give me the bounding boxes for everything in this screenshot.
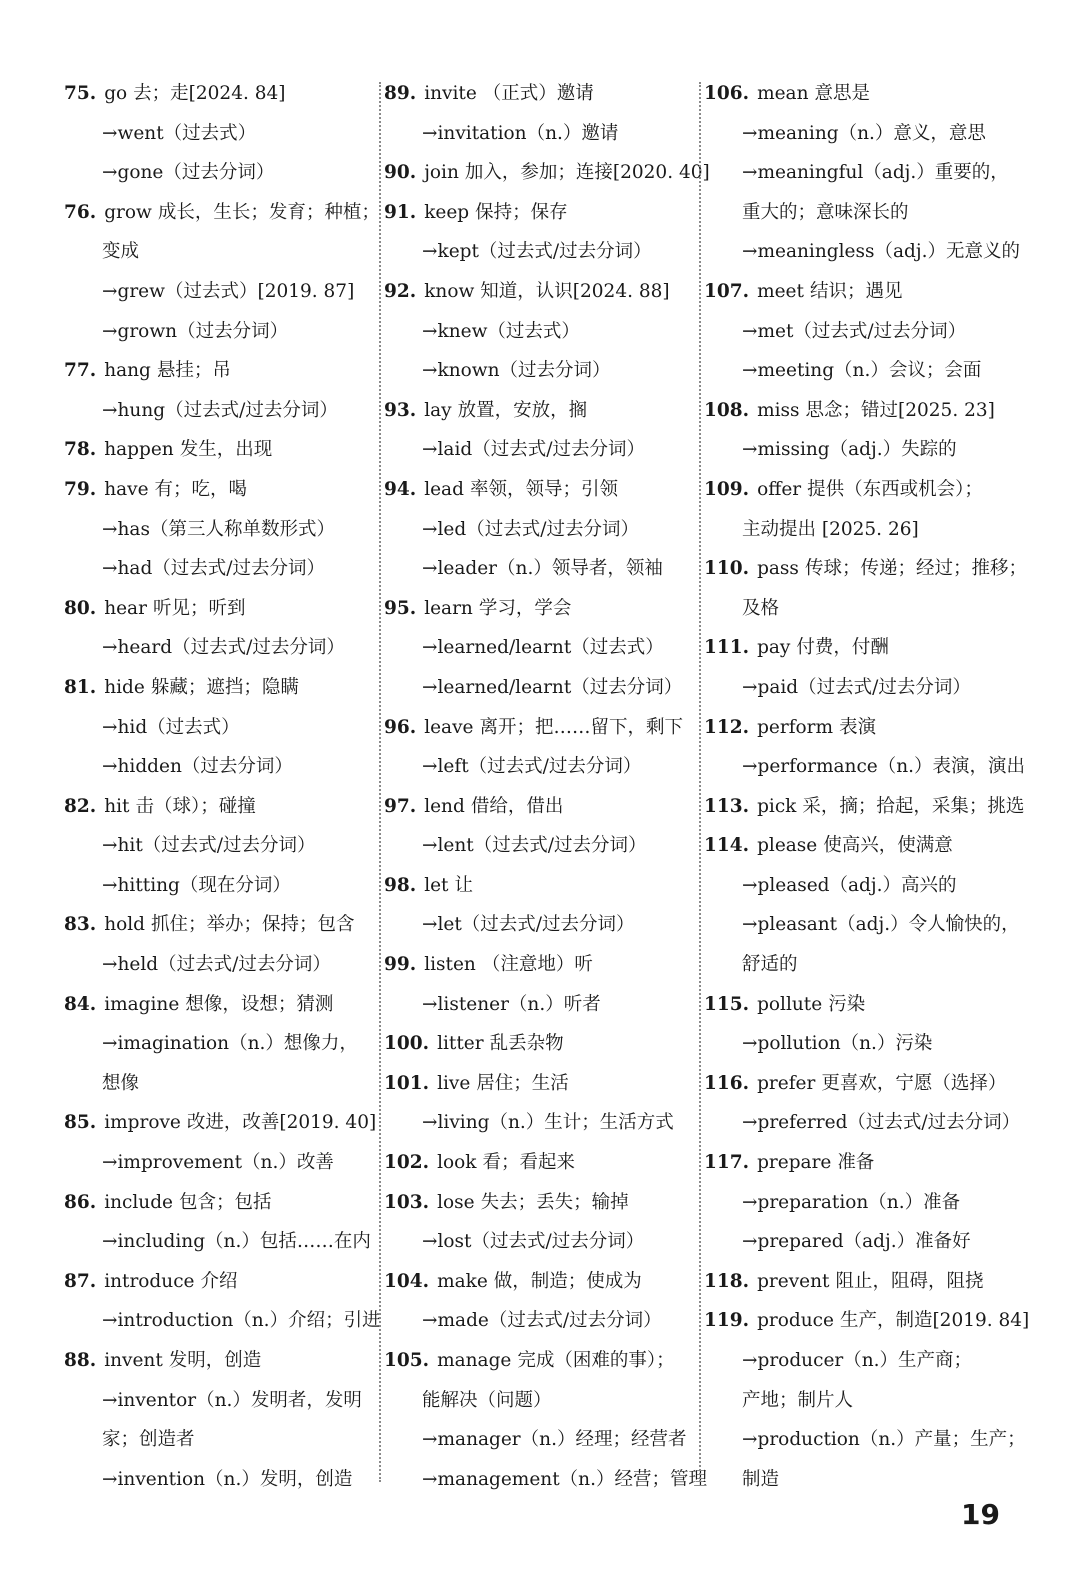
entry-number: 105. [384,1350,430,1371]
entry-word: invent [104,1350,163,1371]
entry-number: 75. [64,83,97,104]
entry-headword-line [64,668,374,708]
entry-definition: 传球；传递；经过；推移； [804,558,1027,580]
entry-number: 111. [704,637,750,659]
entry-headword-line [64,985,374,1025]
entry-definition: 击（球）；碰撞 [135,795,256,817]
entry-headword-line [64,1262,374,1302]
entry-headword-line [704,826,1014,866]
entry-number: 118. [704,1270,750,1292]
entry-headword-line [384,708,684,748]
entry-definition: 抓住；举办；保持；包含 [151,914,355,936]
entry-word: introduce [104,1270,195,1292]
entry-headword-line [384,1183,684,1223]
entry-derivative-line: →heard（过去式/过去分词） [102,637,345,659]
entry-derivative-line: →production（n.）产量；生产； [742,1429,1026,1451]
entry-headword-line [384,1024,684,1064]
entry-headword-line [64,351,374,391]
entry-derivative-line: →learned/learnt（过去分词） [422,676,683,698]
entry-word: prevent [757,1270,830,1292]
entry-word: invite [424,83,477,104]
entry-headword-line [64,905,374,945]
entry-word: go [104,83,128,104]
entry-number: 103. [384,1191,430,1213]
entry-derivative-line: →hitting（现在分词） [102,874,291,896]
entry-number: 95. [384,597,417,619]
entry-definition: 包含；包括 [179,1191,272,1213]
entry-definition: 率领，领导；引领 [469,478,618,500]
entry-definition: 完成（困难的事）； [517,1350,675,1371]
entry-word: know [424,280,475,302]
entry-number: 107. [704,280,750,302]
entry-number: 116. [704,1072,750,1094]
entry-word: hear [104,597,147,619]
entry-derivative-line: →knew（过去式） [422,320,580,342]
entry-derivative-line: →meaningful（adj.）重要的， [742,162,1009,184]
entry-derivative-line: →living（n.）生计；生活方式 [422,1112,674,1134]
entry-word: listen [424,954,476,976]
entry-headword-line [704,708,1014,748]
entry-number: 86. [64,1191,97,1213]
entry-word: prefer [757,1072,816,1094]
entry-headword-line [704,985,1014,1025]
entry-headword-line [64,1103,377,1143]
entry-derivative-line: →prepared（adj.）准备好 [742,1231,971,1253]
entry-derivative-line: →listener（n.）听者 [422,993,601,1015]
entry-word: leave [424,716,474,738]
entry-definition: 居住；生活 [476,1072,569,1094]
entry-headword-line [384,787,684,827]
entry-number: 82. [64,795,97,817]
entry-number: 97. [384,795,417,817]
entry-headword-line [704,787,1025,827]
entry-number: 110. [704,558,750,580]
entry-word: produce [757,1310,834,1332]
entry-word: meet [757,280,804,302]
entry-headword-line [704,272,1014,312]
entry-number: 96. [384,716,417,738]
entry-definition: 使高兴，使满意 [823,835,953,857]
entry-derivative-line: →made（过去式/过去分词） [422,1310,662,1332]
entry-definition: 放置，安放，搁 [457,399,588,421]
entry-number: 102. [384,1152,430,1174]
entry-headword-line [384,193,684,233]
entry-definition: 表演 [839,716,877,738]
entry-derivative-line: →let（过去式/过去分词） [422,914,635,936]
entry-derivative-line: 产地；制片人 [742,1389,854,1411]
entry-headword-line [384,1262,684,1302]
entry-headword-line [704,628,1014,668]
entry-definition: 去；走[2024. 84] [133,83,286,104]
entry-number: 92. [384,280,417,302]
entry-definition: 保持；保存 [475,201,568,223]
entry-headword-line [64,1183,374,1223]
entry-derivative-line: →met（过去式/过去分词） [742,320,967,342]
entry-number: 88. [64,1350,97,1371]
entry-derivative-line: →kept（过去式/过去分词） [422,241,652,263]
entry-word: hang [104,360,151,382]
entry-number: 114. [704,835,750,857]
entry-word: pass [757,558,799,580]
entry-number: 87. [64,1270,97,1292]
entry-number: 83. [64,914,97,936]
entry-word: hold [104,914,145,936]
entry-definition: 悬挂；吊 [156,360,231,382]
entry-derivative-line: →grew（过去式）[2019. 87] [102,280,355,302]
entry-headword-line [704,1064,1014,1104]
entry-definition: 阻止，阻碍，阻挠 [835,1270,984,1292]
entry-derivative-line: →laid（过去式/过去分词） [422,439,645,461]
entry-definition: 知道，认识[2024. 88] [480,280,670,302]
entry-definition: 发明，创造 [168,1350,262,1371]
entry-derivative-line: →producer（n.）生产商； [742,1350,973,1371]
entry-derivative-line: →preferred（过去式/过去分词） [742,1112,1021,1134]
entry-number: 78. [64,439,97,461]
entry-headword-line [384,153,710,193]
entry-number: 115. [704,993,750,1015]
entry-headword-line [704,1262,1014,1302]
entry-headword-line [64,1341,374,1381]
entry-derivative-line: →invention（n.）发明，创造 [102,1468,353,1490]
entry-headword-line [64,430,374,470]
entry-headword-line [64,589,374,629]
entry-headword-line [384,866,684,906]
entry-derivative-line: →inventor（n.）发明者，发明 [102,1389,362,1411]
entry-definition: 结识；遇见 [809,280,903,302]
entry-definition: 污染 [828,993,866,1015]
entry-number: 81. [64,676,97,698]
entry-derivative-line: →led（过去式/过去分词） [422,518,639,540]
entry-definition: 成长，生长；发育；种植； [157,201,380,223]
entry-word: prepare [757,1152,832,1174]
entry-derivative-line: →lent（过去式/过去分词） [422,835,647,857]
entry-word: manage [437,1350,512,1371]
entry-number: 104. [384,1270,430,1292]
entry-derivative-line: →pleased（adj.）高兴的 [742,874,957,896]
entry-definition: 付费，付酬 [796,637,889,659]
entry-derivative-line: →preparation（n.）准备 [742,1191,961,1213]
entry-derivative-line: →meeting（n.）会议；会面 [742,360,982,382]
entry-headword-line [384,589,684,629]
entry-derivative-line: →lost（过去式/过去分词） [422,1231,645,1253]
entry-derivative-line: →hit（过去式/过去分词） [102,835,316,857]
entry-word: grow [104,201,152,223]
column-1 [64,74,381,1499]
entry-headword-line [704,1143,1014,1183]
entry-number: 79. [64,478,97,500]
entry-definition: 看；看起来 [482,1152,575,1174]
entry-word: make [437,1270,488,1292]
entry-word: hit [104,795,130,817]
entry-derivative-line: 及格 [742,597,780,619]
entry-derivative-line: 重大的；意味深长的 [742,201,909,223]
entry-number: 108. [704,399,750,421]
entry-word: mean [757,83,809,104]
entry-word: look [437,1152,477,1174]
entry-headword-line [704,74,1014,114]
entry-derivative-line: →known（过去分词） [422,360,611,382]
entry-derivative-line: 家；创造者 [102,1429,195,1451]
entry-derivative-line: →management（n.）经营；管理 [422,1468,707,1490]
entry-word: lead [424,478,464,500]
entry-number: 117. [704,1152,750,1174]
entry-definition: （注意地）听 [481,954,593,976]
entry-word: litter [437,1033,484,1055]
entry-definition: 发生，出现 [179,439,273,461]
entry-definition: 躲藏；遮挡；隐瞒 [150,676,299,698]
entry-derivative-line: 能解决（问题） [422,1389,552,1411]
entry-number: 109. [704,478,750,500]
entry-derivative-line: →introduction（n.）介绍；引进 [102,1310,381,1332]
entry-number: 113. [704,795,750,817]
entry-definition: 学习，学会 [478,597,572,619]
entry-word: pay [757,637,791,659]
entry-derivative-line: →pleasant（adj.）令人愉快的， [742,914,1020,936]
entry-number: 94. [384,478,417,500]
entry-definition: （正式）邀请 [482,83,594,104]
entry-number: 99. [384,954,417,976]
entry-word: perform [757,716,834,738]
entry-word: pick [757,795,797,817]
entry-derivative-line: →including（n.）包括……在内 [102,1231,371,1253]
column-divider [699,82,701,1482]
entry-headword-line [384,1143,684,1183]
entry-number: 119. [704,1310,750,1332]
entry-derivative-line: →meaningless（adj.）无意义的 [742,241,1020,263]
entry-word: happen [104,439,174,461]
entry-definition: 介绍 [200,1270,238,1292]
entry-headword-line [64,787,374,827]
entry-word: miss [757,399,800,421]
entry-definition: 有；吃，喝 [154,478,248,500]
entry-headword-line [704,470,1014,510]
entry-definition: 改进，改善[2019. 40] [186,1112,377,1134]
entry-word: improve [104,1112,181,1134]
entry-headword-line [64,193,380,233]
entry-definition: 加入，参加；连接[2020. 40] [464,162,710,184]
entry-word: hide [104,676,145,698]
entry-number: 80. [64,597,97,619]
entry-derivative-line: →had（过去式/过去分词） [102,558,326,580]
entry-headword-line [64,74,374,114]
entry-headword-line [704,391,1014,431]
entry-definition: 借给，借出 [470,795,564,817]
entry-derivative-line: →left（过去式/过去分词） [422,756,642,778]
entry-derivative-line: →has（第三人称单数形式） [102,518,335,540]
entry-definition: 失去；丢失；输掉 [480,1191,629,1213]
entry-number: 90. [384,162,417,184]
entry-word: pollute [757,993,823,1015]
entry-derivative-line: →held（过去式/过去分词） [102,954,331,976]
entry-word: lay [424,399,452,421]
column-3 [704,74,1030,1499]
entry-word: please [757,835,818,857]
entry-derivative-line: →gone（过去分词） [102,162,275,184]
entry-number: 91. [384,201,417,223]
entry-word: lose [437,1191,475,1213]
entry-derivative-line: →went（过去式） [102,122,257,144]
entry-derivative-line: →performance（n.）表演，演出 [742,756,1026,778]
entry-headword-line [384,1064,684,1104]
entry-definition: 想像，设想；猜测 [185,993,334,1015]
entry-number: 98. [384,874,417,896]
entry-derivative-line: 想像 [102,1072,140,1094]
entry-derivative-line: →hung（过去式/过去分词） [102,399,338,421]
entry-headword-line [704,549,1027,589]
entry-number: 106. [704,83,750,104]
column-2 [384,74,710,1499]
entry-number: 76. [64,201,97,223]
entry-definition: 准备 [837,1152,875,1174]
entry-word: keep [424,201,470,223]
entry-word: let [424,874,449,896]
entry-word: live [437,1072,471,1094]
entry-derivative-line: →grown（过去分词） [102,320,289,342]
entry-definition: 生产，制造[2019. 84] [839,1310,1030,1332]
entry-number: 112. [704,716,750,738]
entry-number: 85. [64,1112,97,1134]
entry-definition: 更喜欢，宁愿（选择） [821,1072,1007,1094]
entry-word: join [424,162,459,184]
entry-word: have [104,478,149,500]
entry-derivative-line: →invitation（n.）邀请 [422,122,619,144]
entry-headword-line [384,391,684,431]
entry-derivative-line: →hidden（过去分词） [102,756,293,778]
entry-headword-line [704,1301,1030,1341]
entry-derivative-line: →missing（adj.）失踪的 [742,439,957,461]
entry-derivative-line: 主动提出 [2025. 26] [742,518,919,540]
entry-word: lend [424,795,465,817]
entry-derivative-line: →paid（过去式/过去分词） [742,676,971,698]
entry-definition: 做，制造；使成为 [493,1270,642,1292]
entry-derivative-line: →manager（n.）经理；经营者 [422,1429,687,1451]
entry-derivative-line: →imagination（n.）想像力， [102,1033,358,1055]
entry-derivative-line: →pollution（n.）污染 [742,1033,933,1055]
entry-number: 100. [384,1033,430,1055]
entry-definition: 思念；错过[2025. 23] [805,399,995,421]
entry-derivative-line: 变成 [102,241,140,263]
column-divider [379,82,381,1482]
entry-headword-line [384,470,684,510]
entry-derivative-line: →hid（过去式） [102,716,240,738]
entry-number: 84. [64,993,97,1015]
entry-definition: 听见；听到 [152,597,246,619]
entry-headword-line [384,272,684,312]
entry-headword-line [384,945,684,985]
entry-word: learn [424,597,473,619]
entry-number: 101. [384,1072,430,1094]
entry-number: 93. [384,399,417,421]
entry-word: offer [757,478,802,500]
entry-definition: 采，摘；拾起，采集；挑选 [802,795,1025,817]
entry-derivative-line: 舒适的 [742,954,798,976]
entry-derivative-line: 制造 [742,1468,780,1490]
entry-definition: 提供（东西或机会）； [807,478,983,500]
entry-definition: 乱丢杂物 [489,1033,564,1055]
entry-derivative-line: →improvement（n.）改善 [102,1152,334,1174]
entry-headword-line [384,74,684,114]
entry-headword-line [64,470,374,510]
entry-word: include [104,1191,174,1213]
entry-word: imagine [104,993,180,1015]
entry-derivative-line: →learned/learnt（过去式） [422,637,664,659]
entry-number: 77. [64,360,97,382]
entry-definition: 意思是 [814,83,871,104]
page-number: 19 [961,1498,1000,1531]
entry-derivative-line: →meaning（n.）意义，意思 [742,122,986,144]
entry-derivative-line: →leader（n.）领导者，领袖 [422,558,663,580]
entry-definition: 让 [454,874,474,896]
entry-number: 89. [384,83,417,104]
entry-headword-line [384,1341,684,1381]
entry-definition: 离开；把……留下，剩下 [479,716,683,738]
